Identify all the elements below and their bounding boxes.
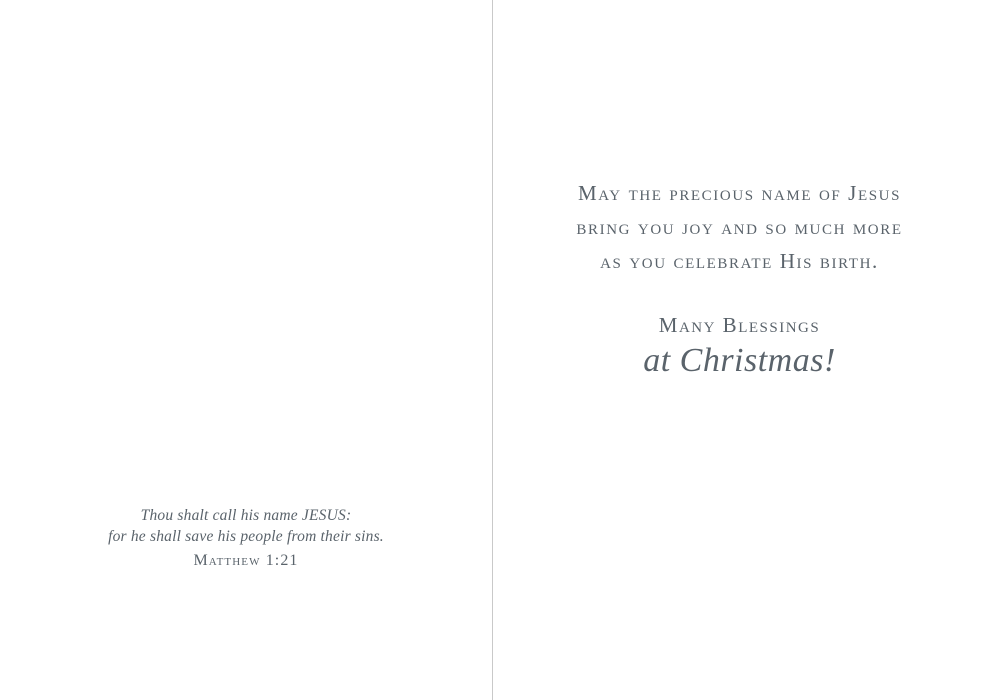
scripture-line-2: for he shall save his people from their sins. (108, 528, 384, 545)
closing-line-at-christmas: at Christmas! (643, 342, 836, 379)
card-left-panel (0, 0, 492, 700)
card-right-panel (493, 0, 986, 700)
scripture-line-1: Thou shalt call his name JESUS: (140, 507, 352, 524)
greeting-line-3: as you celebrate His birth. (600, 249, 879, 273)
greeting-block (493, 176, 986, 278)
greeting-line-1: May the precious name of Jesus (577, 181, 902, 205)
greeting-line-2: bring you joy and so much more (576, 215, 903, 239)
closing-block (493, 310, 986, 382)
scripture-reference: Matthew 1:21 (193, 552, 299, 569)
closing-line-many-blessings: Many Blessings (658, 313, 821, 337)
scripture-block (0, 505, 492, 570)
